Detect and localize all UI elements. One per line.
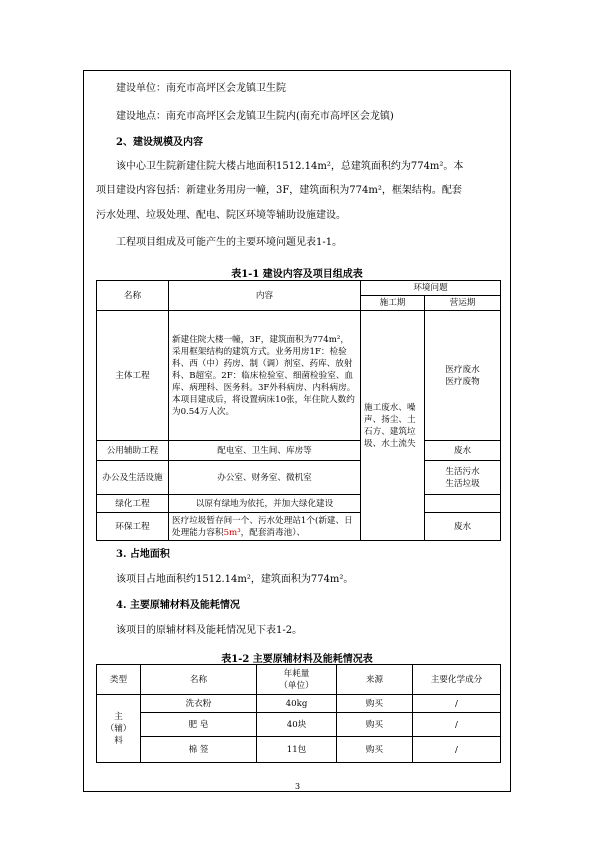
table2-header-name: 名称 xyxy=(141,665,257,695)
table-row-chem: / xyxy=(413,713,501,737)
construction-unit-label: 建设单位： xyxy=(116,83,166,94)
table1 xyxy=(96,280,501,541)
table1-construction-issues: 施工废水、噪声、扬尘、土石方、建筑垃圾、水土流失 xyxy=(361,311,425,541)
table1-caption: 表1-1 建设内容及项目组成表 xyxy=(231,269,363,280)
table1-env-content-a: 医疗垃圾暂存间一个、污水处理站1个(新建、日处理能力容积 xyxy=(172,515,353,538)
table2-header-type: 类型 xyxy=(97,665,141,695)
table1-public-content: 配电室、卫生间、库房等 xyxy=(169,441,361,461)
table1-env-operation: 废水 xyxy=(425,513,501,541)
table1-public-operation: 废水 xyxy=(425,441,501,461)
section2-paragraph-line3: 污水处理、垃圾处理、配电、院区环境等辅助设施建设。 xyxy=(96,210,346,221)
table2-header-source: 来源 xyxy=(337,665,413,695)
section3-paragraph: 该项目占地面积约1512.14m²，建筑面积为774m²。 xyxy=(116,574,354,585)
table1-env-content-b: ，配套消毒池）、 xyxy=(240,527,306,538)
table1-office-operation: 生活污水 生活垃圾 xyxy=(425,461,501,495)
table-row-source: 购买 xyxy=(337,695,413,713)
table1-env-content-capacity: 5m³ xyxy=(223,527,241,538)
page-number: 3 xyxy=(294,782,301,791)
table1-green-name: 绿化工程 xyxy=(97,495,169,513)
table-row-amount: 11包 xyxy=(257,737,337,763)
table1-header-name: 名称 xyxy=(97,281,169,311)
section3-heading: 3. 占地面积 xyxy=(116,549,170,560)
table-row-source: 购买 xyxy=(337,737,413,763)
table1-header-env: 环境问题 xyxy=(361,281,501,296)
table2-header-amount-line1: 年耗量 xyxy=(283,668,310,679)
table-row-amount: 40kg xyxy=(257,695,337,713)
table2 xyxy=(96,664,501,763)
construction-site-value: 南充市高坪区会龙镇卫生院内(南充市高坪区会龙镇) xyxy=(166,111,394,122)
table1-office-name: 办公及生活设施 xyxy=(97,461,169,495)
construction-unit-value: 南充市高坪区会龙镇卫生院 xyxy=(166,83,286,94)
section2-paragraph-line1: 该中心卫生院新建住院大楼占地面积1512.14m²，总建筑面积约为774m²。本 xyxy=(116,161,464,172)
section4-heading: 4. 主要原辅材料及能耗情况 xyxy=(116,600,240,611)
table1-header-operation: 营运期 xyxy=(425,296,501,311)
table-row-chem: / xyxy=(413,737,501,763)
table-row-chem: / xyxy=(413,695,501,713)
table2-header-chem: 主要化学成分 xyxy=(413,665,501,695)
table1-header-content: 内容 xyxy=(169,281,361,311)
table1-header-construction: 施工期 xyxy=(361,296,425,311)
table-row-name: 棉 签 xyxy=(141,737,257,763)
construction-site-line xyxy=(116,110,394,123)
table2-header-amount-line2: （单位） xyxy=(279,680,314,691)
table1-office-content: 办公室、财务室、微机室 xyxy=(169,461,361,495)
table1-public-name: 公用辅助工程 xyxy=(97,441,169,461)
construction-site-label: 建设地点： xyxy=(116,111,166,122)
table2-type-label: 主 （辅） 料 xyxy=(97,695,141,763)
section2-paragraph-line2: 项目建设内容包括：新建业务用房一幢，3F，建筑面积为774m²，框架结构。配套 xyxy=(96,185,462,196)
table1-green-content: 以原有绿地为依托，并加大绿化建设 xyxy=(169,495,361,513)
table2-header-amount xyxy=(257,665,337,695)
construction-unit-line xyxy=(116,82,286,95)
section4-paragraph: 该项目的原辅材料及能耗情况见下表1-2。 xyxy=(116,625,303,636)
table1-env-name: 环保工程 xyxy=(97,513,169,541)
table-row-name: 肥 皂 xyxy=(141,713,257,737)
table1-green-operation xyxy=(425,495,501,513)
table1-main-name: 主体工程 xyxy=(97,311,169,441)
table-row-source: 购买 xyxy=(337,713,413,737)
table1-env-content xyxy=(169,513,361,541)
section2-paragraph2: 工程项目组成及可能产生的主要环境问题见表1-1。 xyxy=(116,237,343,248)
table1-main-content: 新建住院大楼一幢，3F，建筑面积为774m²，采用框架结构的建筑方式。业务用房1F：检验科、西（中）药房、制（调）剂室、药库、放射科、B超室。2F：临床检验室、细菌检验室、血库、病理科、医务科。3F外科病房、内科病房。本项目建成后，将设置病床10张，年住院人数约为0.54万人次。 xyxy=(169,311,361,441)
table2-caption: 表1-2 主要原辅材料及能耗情况表 xyxy=(221,654,373,665)
section2-heading: 2、建设规模及内容 xyxy=(116,137,203,148)
table-row-name: 洗衣粉 xyxy=(141,695,257,713)
table-row-amount: 40块 xyxy=(257,713,337,737)
table1-main-operation: 医疗废水 医疗废物 xyxy=(425,311,501,441)
